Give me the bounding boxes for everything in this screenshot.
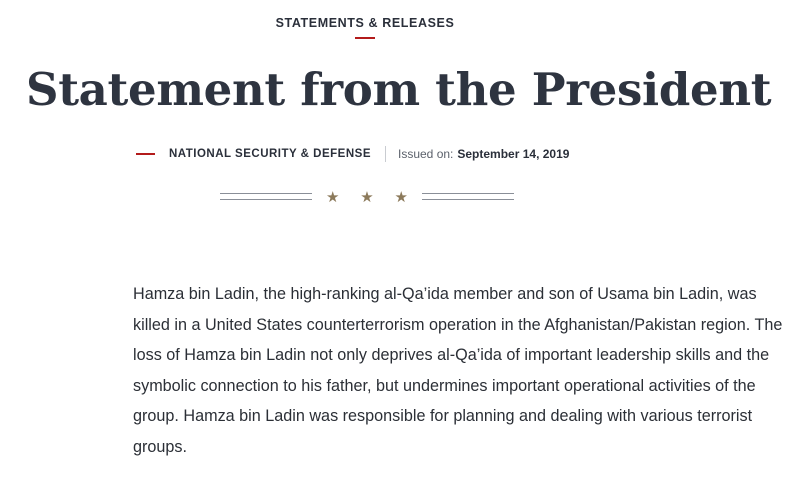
category-underline [355,37,375,39]
issued-date: September 14, 2019 [457,147,570,161]
meta-separator [385,146,386,162]
category-link[interactable]: STATEMENTS & RELEASES [275,16,455,30]
divider-stars [326,188,408,208]
article-meta [136,145,569,163]
star-icon: ★ [360,189,374,206]
star-divider [220,188,514,208]
meta-accent-dash [136,153,155,155]
topic-link[interactable]: NATIONAL SECURITY & DEFENSE [169,148,371,160]
issued-label: Issued on: [398,147,454,161]
page-title: Statement from the President [26,63,772,116]
divider-line-left [220,193,312,200]
divider-line-right [422,193,514,200]
star-icon: ★ [326,189,340,206]
star-icon: ★ [394,189,408,206]
statement-body: Hamza bin Ladin, the high-ranking al-Qa’ida member and son of Usama bin Ladin, was killed in a United States counterterrorism operation in the Afghanistan/Pakistan region. The loss of Hamza bin Ladin not only deprives al-Qa’ida of important leadership skills and the symbolic connection to his father, but undermines important operational activities of the group. Hamza bin Ladin was responsible for planning and dealing with various terrorist groups. [133,285,783,456]
